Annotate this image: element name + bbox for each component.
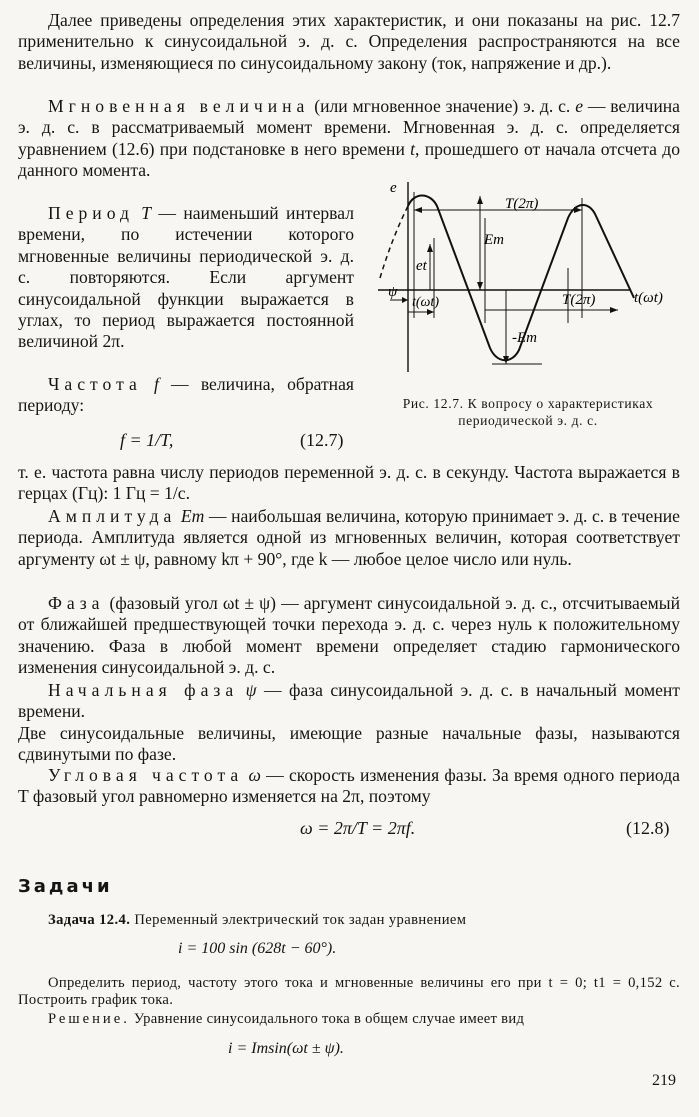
- solution-text: Уравнение синусоидального тока в общем случае имеет вид: [129, 1011, 525, 1027]
- label-psi: ψ: [388, 284, 398, 300]
- frequency-paragraph: [18, 374, 354, 417]
- angular-frequency-paragraph: [18, 765, 680, 808]
- frequency-text: — величина, обратная периоду:: [18, 374, 354, 416]
- initial-phase-symbol: ψ: [245, 680, 257, 700]
- label-axis: t(ωt): [634, 290, 663, 306]
- term-frequency: Частота: [48, 374, 142, 394]
- label-et: et: [416, 258, 427, 274]
- task-current-formula: i = 100 sin (628t − 60°).: [178, 940, 337, 957]
- initial-phase-paragraph: [18, 680, 680, 723]
- intro-paragraph: Далее приведены определения этих характеристик, и они показаны на рис. 12.7 применительно к синусоидальной э. д. с. Определения распространяются на все величины, изменяющиеся по синусоидальному закону (ток, напряжение и др.).: [18, 10, 680, 73]
- equation-number-12-7: (12.7): [300, 430, 344, 450]
- formula-12-8: ω = 2π/T = 2πf.: [300, 818, 416, 838]
- formula-12-7: f = 1/T,: [120, 430, 174, 450]
- inst-symbol: e: [575, 96, 583, 116]
- frequency-symbol: f: [153, 374, 159, 394]
- term-instantaneous: Мгновенная величина: [48, 96, 310, 116]
- angular-frequency-text: — скорость изменения фазы. За время одного периода T фазовый угол равномерно изменяется на 2π, поэтому: [18, 765, 680, 807]
- task-solution: [18, 1011, 680, 1028]
- amplitude-text: — наибольшая величина, которую принимает э. д. с. в течение периода. Амплитуда является одной из мгновенных величин, которая соответствует аргументу ωt ± ψ, равному kπ + 90°, где k — любое целое число или нуль.: [18, 506, 680, 569]
- term-amplitude: Амплитуда: [48, 506, 177, 526]
- angular-frequency-symbol: ω: [248, 765, 261, 785]
- phase-shift-paragraph: Две синусоидальные величины, имеющие разные начальные фазы, называются сдвинутыми по фазе.: [18, 723, 680, 765]
- term-period: Период: [48, 203, 134, 223]
- instantaneous-value-paragraph: [18, 96, 680, 182]
- arrowhead: [414, 207, 422, 213]
- arrowhead: [477, 196, 483, 204]
- task-label: Задача 12.4.: [48, 912, 131, 928]
- arrowhead: [402, 297, 408, 303]
- arrowhead: [427, 244, 433, 252]
- term-phase: Фаза: [48, 593, 105, 613]
- task-text: Переменный электрический ток задан уравнением: [130, 912, 467, 928]
- label-period-top: T(2π): [505, 196, 539, 212]
- figure-caption: Рис. 12.7. К вопросу о характеристиках периодической э. д. с.: [402, 396, 654, 428]
- arrowhead: [610, 307, 618, 313]
- label-t-wt: t(ωt): [412, 295, 439, 310]
- term-angular-frequency: Угловая частота: [48, 765, 244, 785]
- task-question: Определить период, частоту этого тока и мгновенные величины его при t = 0; t1 = 0,152 с. Построить график тока.: [18, 975, 680, 1009]
- sinusoid-diagram: [372, 178, 684, 378]
- phase-text: (фазовый угол ωt ± ψ) — аргумент синусоидальной э. д. с., отсчитываемый от ближайшей предшествующей точки перехода э. д. с. через нуль к положительному значению. Фаза в любой момент времени определяет стадию гармонического изменения синусоидальной э. д. с.: [18, 593, 680, 678]
- amplitude-paragraph: [18, 506, 680, 570]
- solution-formula: i = Imsin(ωt ± ψ).: [228, 1040, 344, 1057]
- page-number: 219: [652, 1072, 676, 1089]
- label-neg-em: -Em: [512, 330, 537, 346]
- inst-text-3: , прошедшего от начала отсчета до данного момента.: [18, 138, 681, 181]
- amplitude-symbol: Em: [180, 506, 205, 526]
- term-initial-phase: Начальная фаза: [48, 680, 239, 700]
- period-text: — наименьший интервал времени, по истечении которого мгновенные величины периодической э. д. с. повторяются. Если аргумент синусоидальной функции выражается в углах, то период выражается постоянной величиной 2π.: [18, 203, 354, 352]
- phase-paragraph: [18, 593, 680, 679]
- curve-before-origin: [380, 206, 408, 278]
- label-e: e: [390, 180, 397, 196]
- period-symbol: T: [141, 203, 152, 223]
- inst-t-symbol: t: [410, 138, 416, 159]
- figure-12-7: [372, 178, 684, 378]
- inst-text-2: — величина э. д. с. в рассматриваемый момент времени. Мгновенная э. д. с. определяется уравнением (12.6) при подстановке в него времени: [18, 96, 680, 159]
- label-period-bottom: T(2π): [562, 292, 596, 308]
- task-statement: [18, 912, 680, 929]
- solution-label: Решение.: [48, 1011, 130, 1027]
- section-heading-tasks: Задачи: [18, 876, 113, 897]
- label-em: Em: [484, 232, 504, 248]
- initial-phase-text: — фаза синусоидальной э. д. с. в начальный момент времени.: [18, 680, 680, 722]
- period-paragraph: [18, 203, 354, 353]
- inst-text-1: (или мгновенное значение) э. д. с.: [309, 96, 576, 116]
- equation-number-12-8: (12.8): [626, 818, 670, 838]
- frequency-after-paragraph: т. е. частота равна числу периодов переменной э. д. с. в секунду. Частота выражается в герцах (Гц): 1 Гц = 1/с.: [18, 462, 680, 504]
- arrowhead: [477, 282, 483, 290]
- arrowhead: [574, 207, 582, 213]
